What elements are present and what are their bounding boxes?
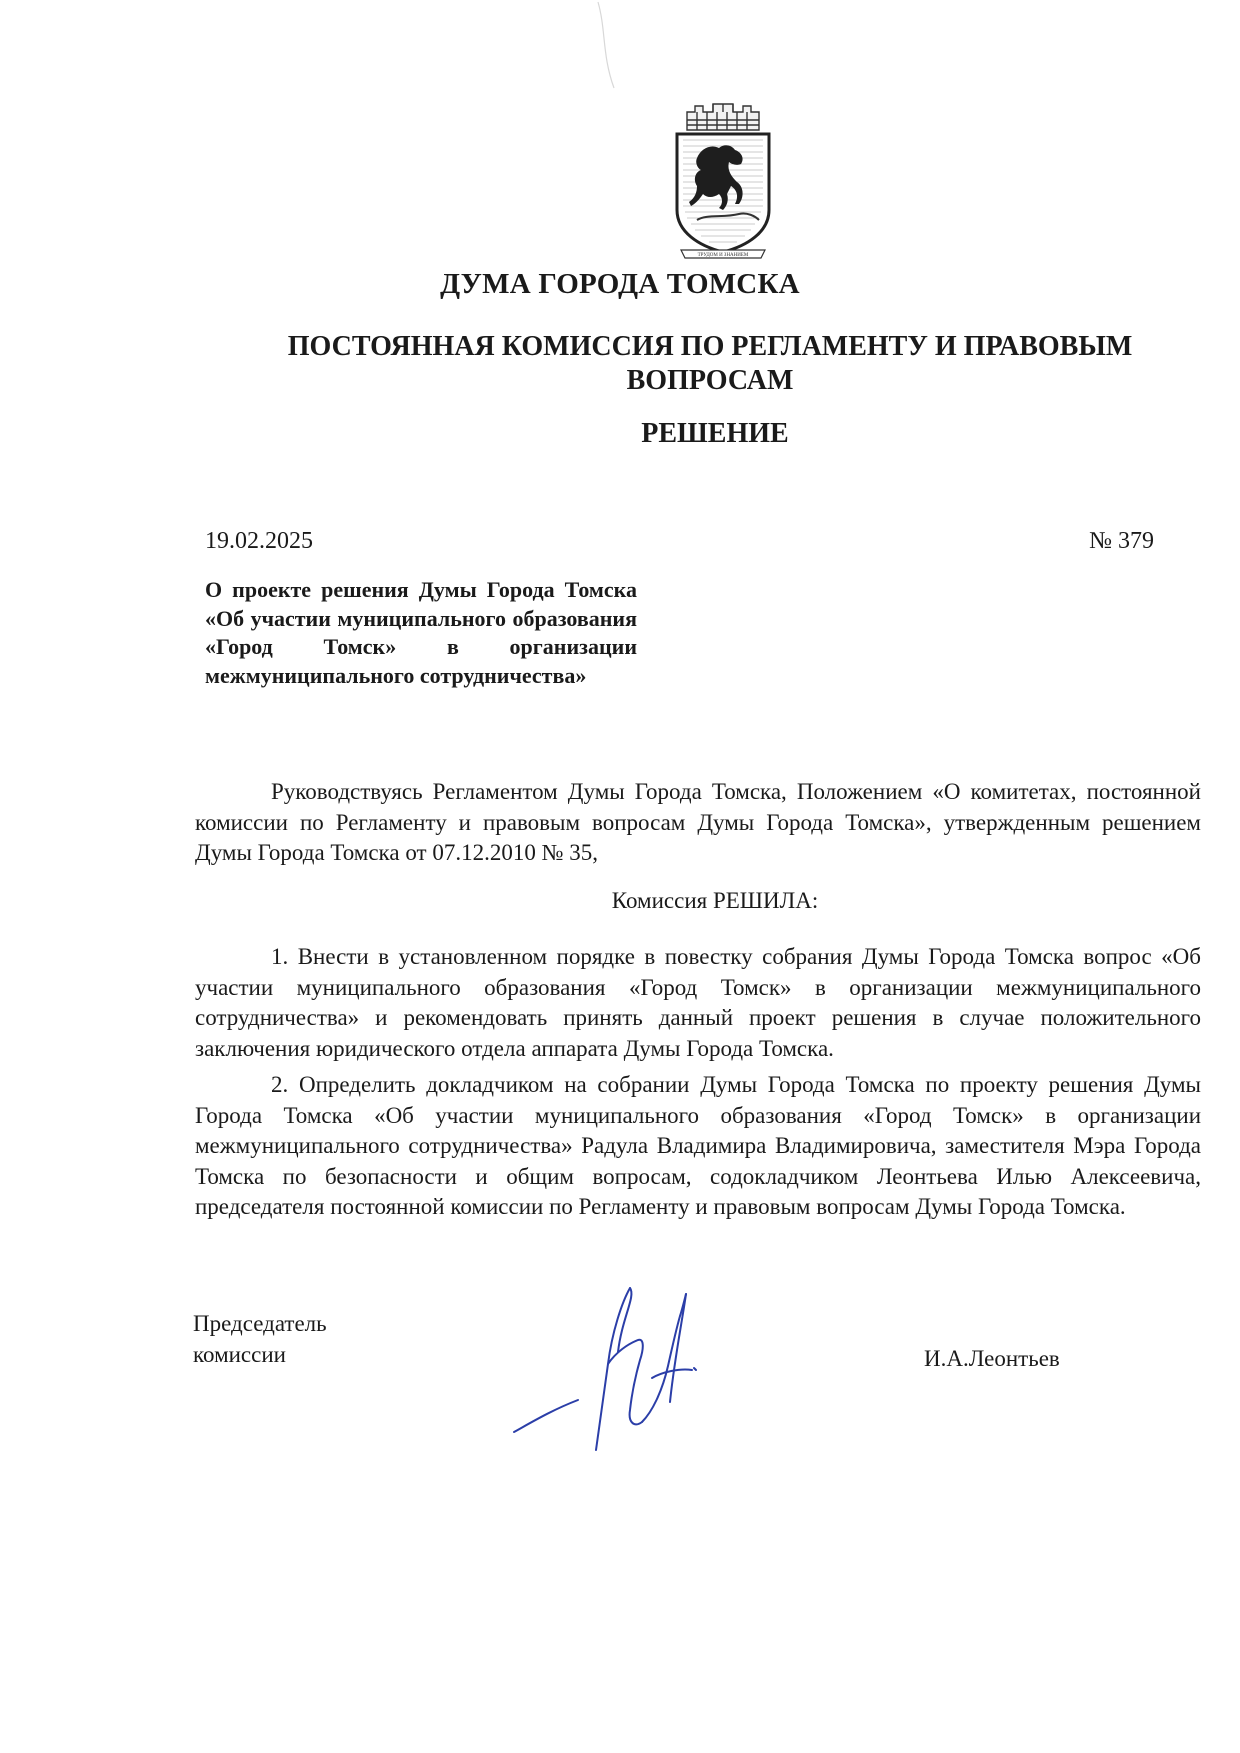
handwritten-signature	[512, 1282, 752, 1452]
scan-artifact	[592, 0, 622, 90]
organization-title: ДУМА ГОРОДА ТОМСКА	[440, 268, 800, 300]
svg-text:ТРУДОМ И ЗНАНИЕМ: ТРУДОМ И ЗНАНИЕМ	[697, 253, 749, 258]
signatory-title-line-1: Председатель	[193, 1311, 327, 1336]
signatory-title-line-2: комиссии	[193, 1342, 286, 1367]
signatory-name: И.А.Леонтьев	[924, 1346, 1060, 1371]
document-subject: О проекте решения Думы Города Томска «Об участии муниципального образования «Город Томск» в организации межмуниципального сотрудничества»	[205, 577, 637, 688]
committee-title: ПОСТОЯННАЯ КОМИССИЯ ПО РЕГЛАМЕНТУ И ПРАВОВЫМ ВОПРОСАМ	[287, 331, 1133, 396]
preamble-paragraph: Руководствуясь Регламентом Думы Города Томска, Положением «О комитетах, постоянной комиссии по Регламенту и правовым вопросам Думы Города Томска», утвержденным решением Думы Города Томска от 07.12.2010 № 35,	[195, 779, 1201, 865]
resolution-item-1: 1. Внести в установленном порядке в повестку собрания Думы Города Томска вопрос «Об участии муниципального образования «Город Томск» в организации межмуниципального сотрудничества» и рекомендовать принять данный проект решения в случае положительного заключения юридического отдела аппарата Думы Города Томска.	[195, 944, 1201, 1061]
tomsk-coat-of-arms-icon	[667, 100, 779, 262]
document-number: № 379	[1089, 528, 1154, 554]
document-date: 19.02.2025	[205, 528, 313, 554]
document-type: РЕШЕНИЕ	[641, 418, 789, 449]
signatory-title	[193, 1308, 327, 1370]
resolution-item-2: 2. Определить докладчиком на собрании Думы Города Томска по проекту решения Думы Города Томска «Об участии муниципального образования «Город Томск» в организации межмуниципального сотрудничества» Радула Владимира Владимировича, заместителя Мэра Города Томска по безопасности и общим вопросам, содокладчиком Леонтьева Илью Алексеевича, председателя постоянной комиссии по Регламенту и правовым вопросам Думы Города Томска.	[195, 1072, 1201, 1219]
resolution-heading: Комиссия РЕШИЛА:	[611, 888, 819, 913]
